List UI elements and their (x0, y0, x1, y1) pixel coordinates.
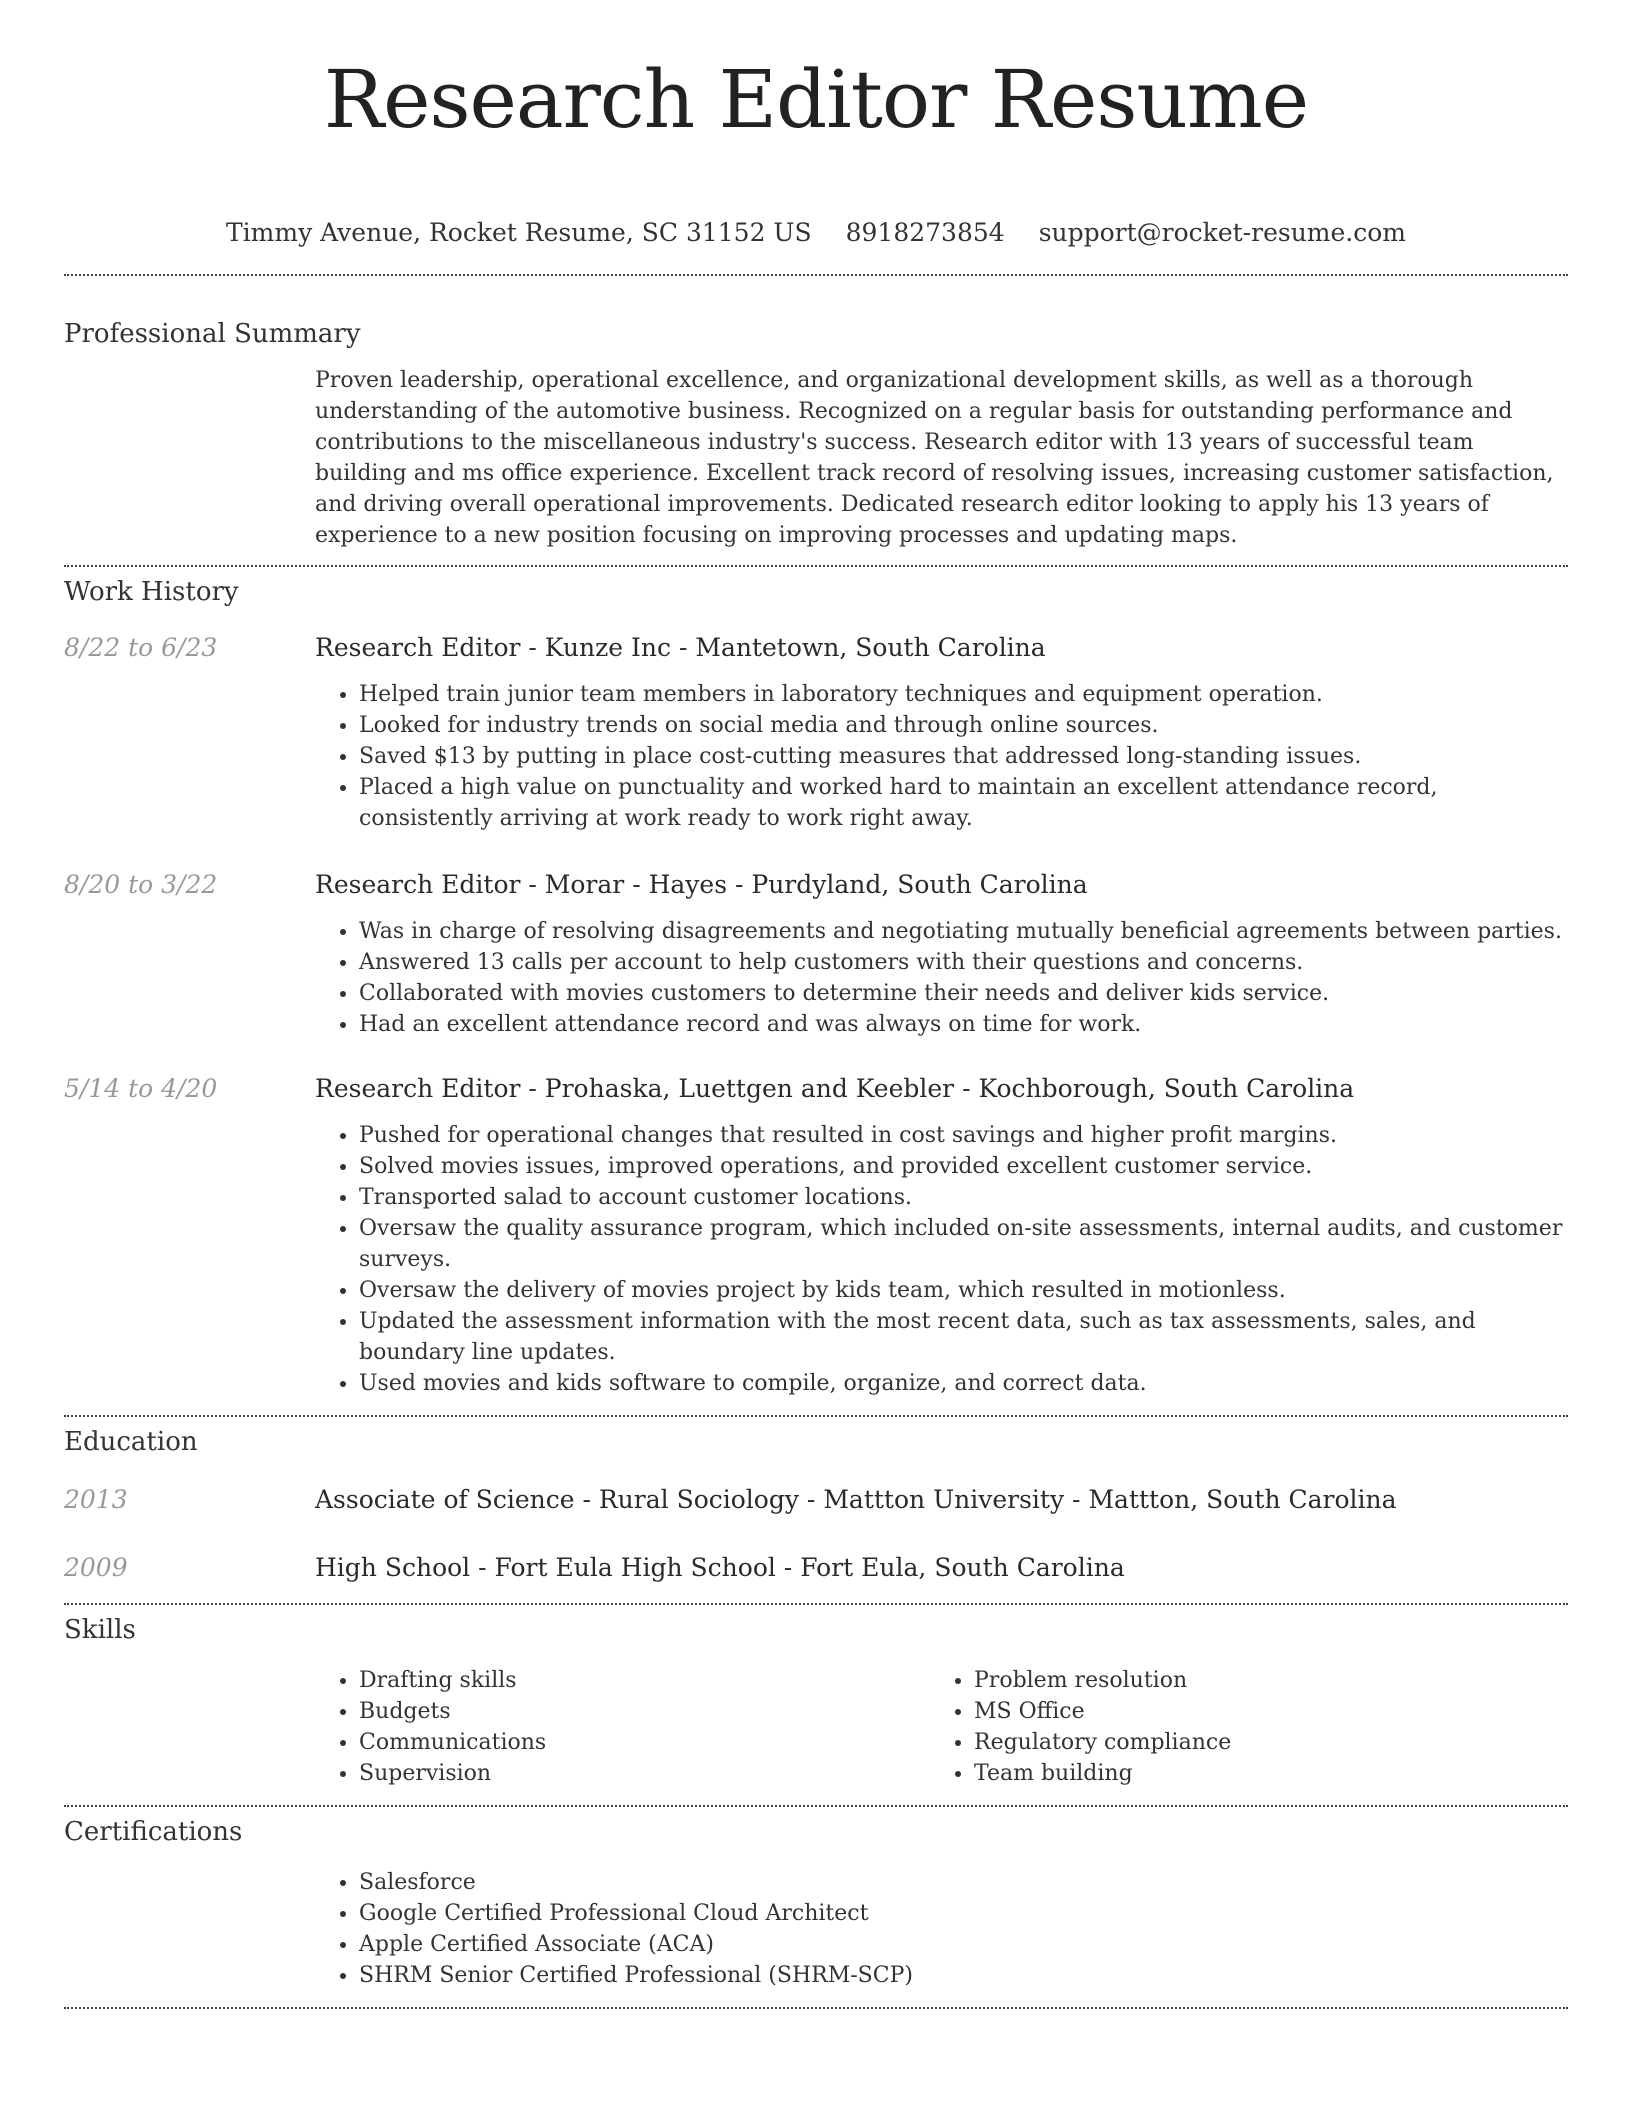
list-item: • Team building (974, 1758, 1545, 1789)
divider (64, 1603, 1568, 1605)
contact-line (64, 216, 1568, 250)
education-entry (64, 1483, 1568, 1517)
job-dates: 5/14 to 4/20 (64, 1074, 218, 1103)
list-item: • Transported salad to account customer locations. (359, 1182, 1568, 1213)
job-dates: 8/22 to 6/23 (64, 633, 218, 662)
list-item: • Placed a high value on punctuality and worked hard to maintain an excellent attendance record, consistently arriving at work ready to work right away. (359, 772, 1568, 834)
job-entry (64, 631, 1568, 834)
contact-address: Timmy Avenue, Rocket Resume, SC 31152 US (225, 218, 812, 247)
job-bullets (315, 916, 1568, 1040)
education-section (64, 1425, 1568, 1585)
list-item: • Communications (359, 1727, 930, 1758)
job-title: Research Editor - Prohaska, Luettgen and Keebler - Kochborough, South Carolina (315, 1074, 1355, 1103)
work-history-heading: Work History (64, 577, 239, 607)
skills-section (64, 1613, 1568, 1789)
skills-list-left (315, 1665, 930, 1789)
job-entry (64, 868, 1568, 1040)
education-text: High School - Fort Eula High School - Fort Eula, South Carolina (315, 1553, 1125, 1582)
list-item: • Answered 13 calls per account to help customers with their questions and concerns. (359, 947, 1568, 978)
divider (64, 1415, 1568, 1417)
contact-email: support@rocket-resume.com (1038, 218, 1406, 247)
education-year: 2009 (64, 1553, 128, 1582)
job-entry (64, 1072, 1568, 1399)
contact-phone: 8918273854 (845, 218, 1005, 247)
list-item: • Pushed for operational changes that resulted in cost savings and higher profit margins. (359, 1120, 1568, 1151)
list-item: • Problem resolution (974, 1665, 1545, 1696)
certifications-heading: Certifications (64, 1817, 243, 1847)
list-item: • Drafting skills (359, 1665, 930, 1696)
divider (64, 1805, 1568, 1807)
divider (64, 565, 1568, 567)
job-bullets (315, 679, 1568, 834)
divider (64, 274, 1568, 276)
job-title: Research Editor - Morar - Hayes - Purdyland, South Carolina (315, 870, 1088, 899)
list-item: • Solved movies issues, improved operations, and provided excellent customer service. (359, 1151, 1568, 1182)
education-text: Associate of Science - Rural Sociology - Mattton University - Mattton, South Carolina (315, 1485, 1397, 1514)
certifications-list (315, 1867, 1568, 1991)
job-title: Research Editor - Kunze Inc - Mantetown, South Carolina (315, 633, 1046, 662)
list-item: • Oversaw the quality assurance program, which included on-site assessments, internal audits, and customer surveys. (359, 1213, 1568, 1275)
list-item: • MS Office (974, 1696, 1545, 1727)
list-item: • Updated the assessment information with the most recent data, such as tax assessments, sales, and boundary line updates. (359, 1306, 1568, 1368)
education-entry (64, 1551, 1568, 1585)
list-item: • SHRM Senior Certified Professional (SHRM-SCP) (359, 1960, 1568, 1991)
list-item: • Google Certified Professional Cloud Architect (359, 1898, 1568, 1929)
summary-text: Proven leadership, operational excellence, and organizational development skills, as well as a thorough understanding of the automotive business. Recognized on a regular basis for outstanding performance and contributions to the miscellaneous industry's success. Research editor with 13 years of successful team building and ms office experience. Excellent track record of resolving issues, increasing customer satisfaction, and driving overall operational improvements. Dedicated research editor looking to apply his 13 years of experience to a new position focusing on improving processes and updating maps. (315, 368, 1554, 548)
divider (64, 2007, 1568, 2009)
list-item: • Supervision (359, 1758, 930, 1789)
education-heading: Education (64, 1427, 198, 1457)
resume-header (64, 0, 1568, 250)
list-item: • Regulatory compliance (974, 1727, 1545, 1758)
job-dates: 8/20 to 3/22 (64, 870, 218, 899)
list-item: • Was in charge of resolving disagreements and negotiating mutually beneficial agreements between parties. (359, 916, 1568, 947)
list-item: • Apple Certified Associate (ACA) (359, 1929, 1568, 1960)
summary-heading: Professional Summary (64, 319, 361, 349)
job-bullets (315, 1120, 1568, 1399)
resume-title: Research Editor Resume (323, 53, 1309, 146)
list-item: • Oversaw the delivery of movies project by kids team, which resulted in motionless. (359, 1275, 1568, 1306)
list-item: • Collaborated with movies customers to determine their needs and deliver kids service. (359, 978, 1568, 1009)
skills-list-right (930, 1665, 1545, 1789)
list-item: • Used movies and kids software to compile, organize, and correct data. (359, 1368, 1568, 1399)
summary-section (64, 317, 1568, 551)
list-item: • Helped train junior team members in laboratory techniques and equipment operation. (359, 679, 1568, 710)
list-item: • Budgets (359, 1696, 930, 1727)
list-item: • Had an excellent attendance record and was always on time for work. (359, 1009, 1568, 1040)
certifications-section (64, 1815, 1568, 1991)
work-history-section (64, 575, 1568, 1399)
list-item: • Saved $13 by putting in place cost-cutting measures that addressed long-standing issues. (359, 741, 1568, 772)
education-year: 2013 (64, 1485, 128, 1514)
list-item: • Looked for industry trends on social media and through online sources. (359, 710, 1568, 741)
list-item: • Salesforce (359, 1867, 1568, 1898)
skills-heading: Skills (64, 1615, 136, 1645)
